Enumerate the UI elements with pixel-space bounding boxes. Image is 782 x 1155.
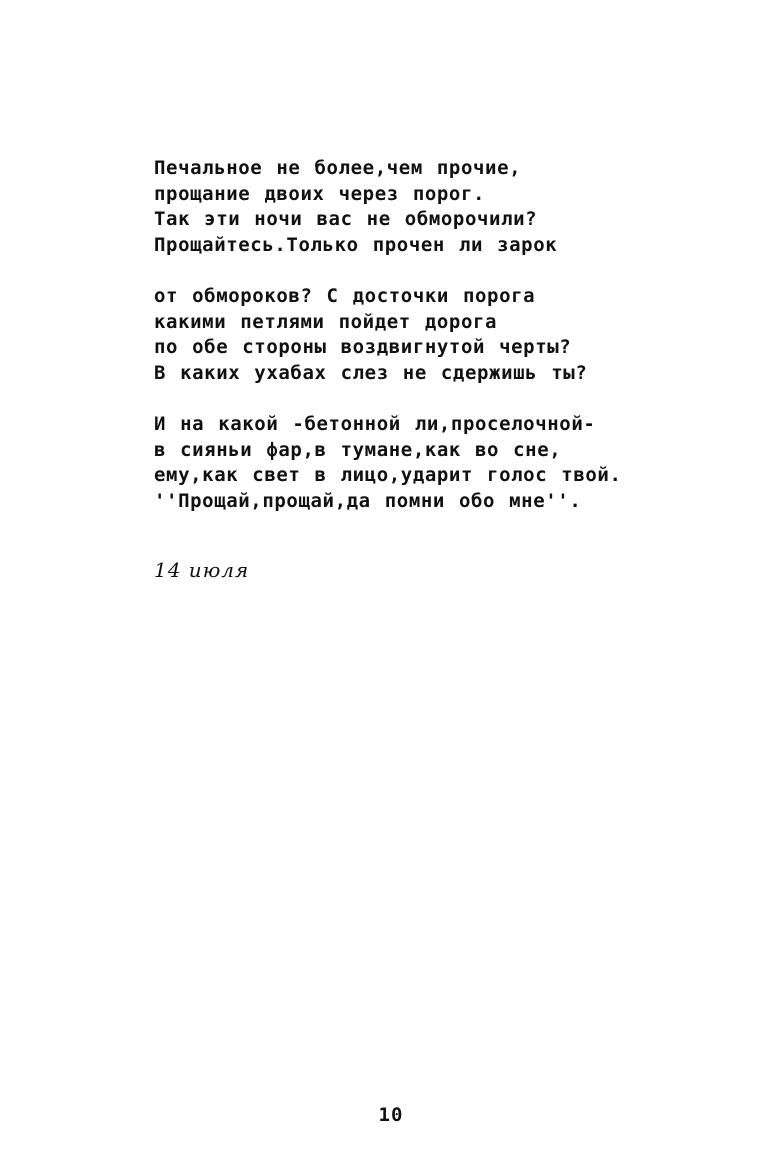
poem-line: В каких ухабах слез не сдержишь ты?: [154, 361, 588, 384]
poem-line: Печальное не более,чем прочие,: [154, 157, 522, 179]
poem-line: Так эти ночи вас не обморочили?: [154, 208, 538, 230]
poem-line: по обе стороны воздвигнутой черты?: [154, 336, 572, 358]
poem-line: ему,как свет в лицо,ударит голос твой.: [154, 464, 622, 486]
poem-line: в сияньи фар,в тумане,как во сне,: [154, 438, 562, 461]
poem-line: от обмороков? С досточки порога: [154, 285, 536, 307]
poem-line: Прощайтесь.Только прочен ли зарок: [154, 233, 558, 256]
stanza-2: [154, 284, 754, 386]
poem-line: И на какой -бетонной ли,проселочной-: [154, 413, 596, 435]
poem-date: 14 июля: [154, 558, 250, 582]
poem: [154, 156, 754, 540]
poem-line: прощание двоих через порог.: [154, 182, 486, 205]
page-number: 10: [378, 1104, 404, 1126]
stanza-1: [154, 156, 754, 258]
poem-line: какими петлями пойдет дорога: [154, 310, 498, 333]
poem-line: ''Прощай,прощай,да помни обо мне''.: [154, 489, 582, 512]
stanza-3: [154, 412, 754, 514]
